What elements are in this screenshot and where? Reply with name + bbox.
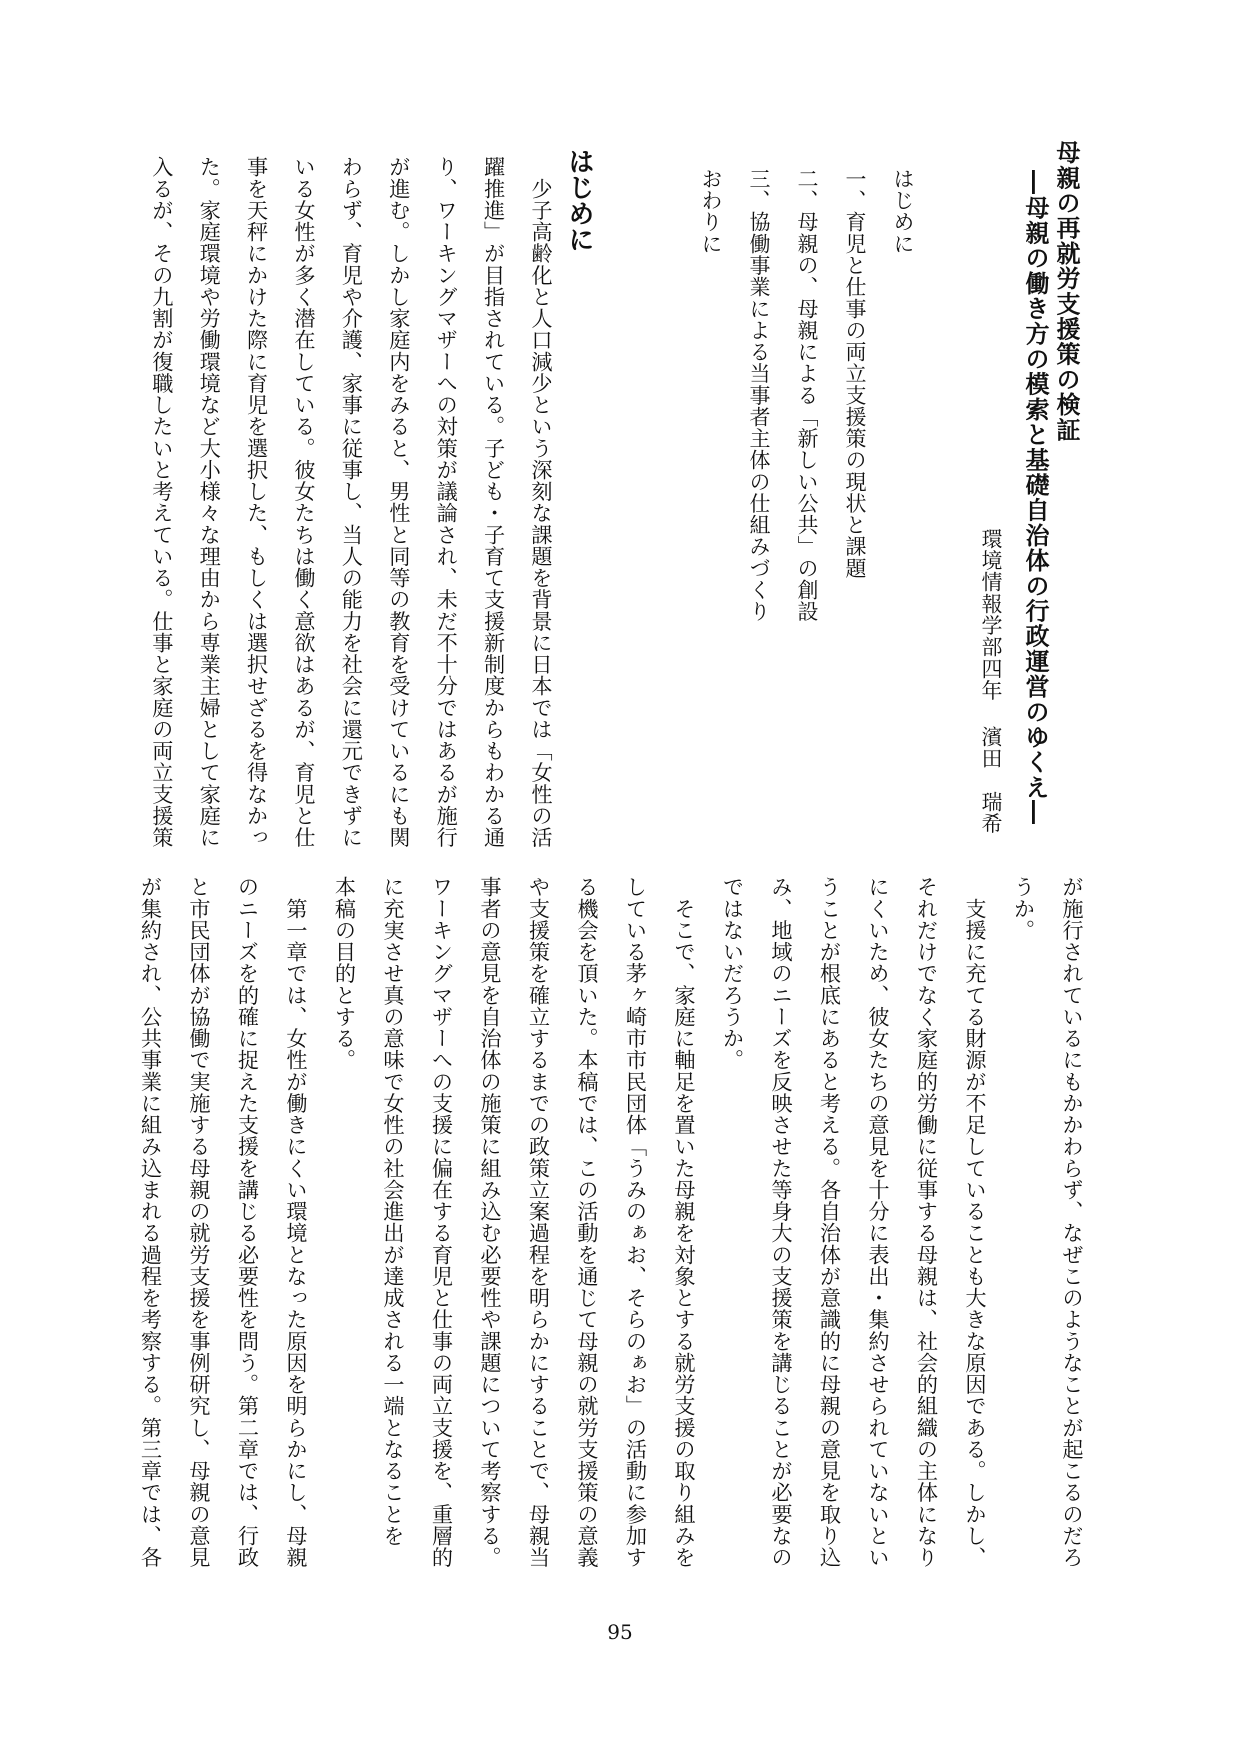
body-line: 入るが、その九割が復職したいと考えている。仕事と家庭の両立支援策 xyxy=(149,156,175,848)
body-line: にくいため、彼女たちの意見を十分に表出・集約させられていないとい xyxy=(866,876,891,1568)
body-line: 躍推進」が目指されている。子ども・子育て支援新制度からもわかる通 xyxy=(481,156,507,848)
body-line: が集約され、公共事業に組み込まれる過程を考察する。第三章では、各 xyxy=(138,876,164,1568)
body-line: み、地域のニーズを反映させた等身大の支援策を講じることが必要なの xyxy=(769,876,794,1568)
body-line: が進む。しかし家庭内をみると、男性と同等の教育を受けているにも関 xyxy=(386,156,412,848)
body-line: ワーキングマザーへの支援に偏在する育児と仕事の両立支援を、重層的 xyxy=(429,876,455,1568)
body-line: それだけでなく家庭的労働に従事する母親は、社会的組織の主体になり xyxy=(914,876,940,1568)
body-line: 本稿の目的とする。 xyxy=(332,876,358,1071)
body-line: に充実させ真の意味で女性の社会進出が達成される一端となることを xyxy=(381,876,406,1547)
page-number: 95 xyxy=(607,1620,633,1644)
toc-item: 一、育児と仕事の両立支援策の現状と課題 xyxy=(843,168,867,579)
body-line: た。家庭環境や労働環境など大小様々な理由から専業主婦として家庭に xyxy=(197,156,223,848)
toc-item: 二、母親の、母親による「新しい公共」の創設 xyxy=(795,168,819,623)
toc-item: おわりに xyxy=(699,168,723,255)
author-affiliation: 環境情報学部四年 xyxy=(979,528,1003,702)
body-line: ではないだろうか。 xyxy=(720,876,746,1071)
body-line: る機会を頂いた。本稿では、この活動を通じて母親の就労支援策の意義 xyxy=(575,876,600,1568)
body-line: いる女性が多く潜在している。彼女たちは働く意欲はあるが、育児と仕 xyxy=(292,156,317,848)
body-line: 事を天秤にかけた際に育児を選択した、もしくは選択せざるを得なかっ xyxy=(244,156,270,848)
body-line: や支援策を確立するまでの政策立案過程を明らかにすることで、母親当 xyxy=(526,876,552,1568)
body-line: のニーズを的確に捉えた支援を講じる必要性を問う。第二章では、行政 xyxy=(235,876,261,1568)
author-name: 濱田 瑞希 xyxy=(979,726,1003,835)
article-subtitle: ―母親の働き方の模索と基礎自治体の行政運営のゆくえ― xyxy=(1021,170,1050,826)
body-line: わらず、育児や介護、家事に従事し、当人の能力を社会に還元できずに xyxy=(339,156,365,848)
body-line: 第一章では、女性が働きにくい環境となった原因を明らかにし、母親 xyxy=(284,876,309,1568)
body-line: が施行されているにもかかわらず、なぜこのようなことが起こるのだろ xyxy=(1060,876,1085,1568)
article-title: 母親の再就労支援策の検証 xyxy=(1052,140,1081,443)
toc-item: はじめに xyxy=(891,168,915,255)
toc-item: 三、協働事業による当事者主体の仕組みづくり xyxy=(747,168,771,623)
body-line: と市民団体が協働で実施する母親の就労支援を事例研究し、母親の意見 xyxy=(187,876,212,1568)
body-line: 事者の意見を自治体の施策に組み込む必要性や課題について考察する。 xyxy=(478,876,503,1568)
body-line: り、ワーキングマザーへの対策が議論され、未だ不十分ではあるが施行 xyxy=(434,156,460,848)
body-line: 支援に充てる財源が不足していることも大きな原因である。しかし、 xyxy=(963,876,988,1568)
body-line: うか。 xyxy=(1011,876,1037,941)
body-line: している茅ヶ崎市市民団体「うみのぁお、そらのぁお」の活動に参加す xyxy=(623,876,649,1568)
body-line: そこで、家庭に軸足を置いた母親を対象とする就労支援の取り組みを xyxy=(672,876,697,1568)
body-line: うことが根底にあると考える。各自治体が意識的に母親の意見を取り込 xyxy=(817,876,843,1568)
section-heading: はじめに xyxy=(564,148,594,252)
body-line: 少子高齢化と人口減少という深刻な課題を背景に日本では「女性の活 xyxy=(529,156,554,848)
